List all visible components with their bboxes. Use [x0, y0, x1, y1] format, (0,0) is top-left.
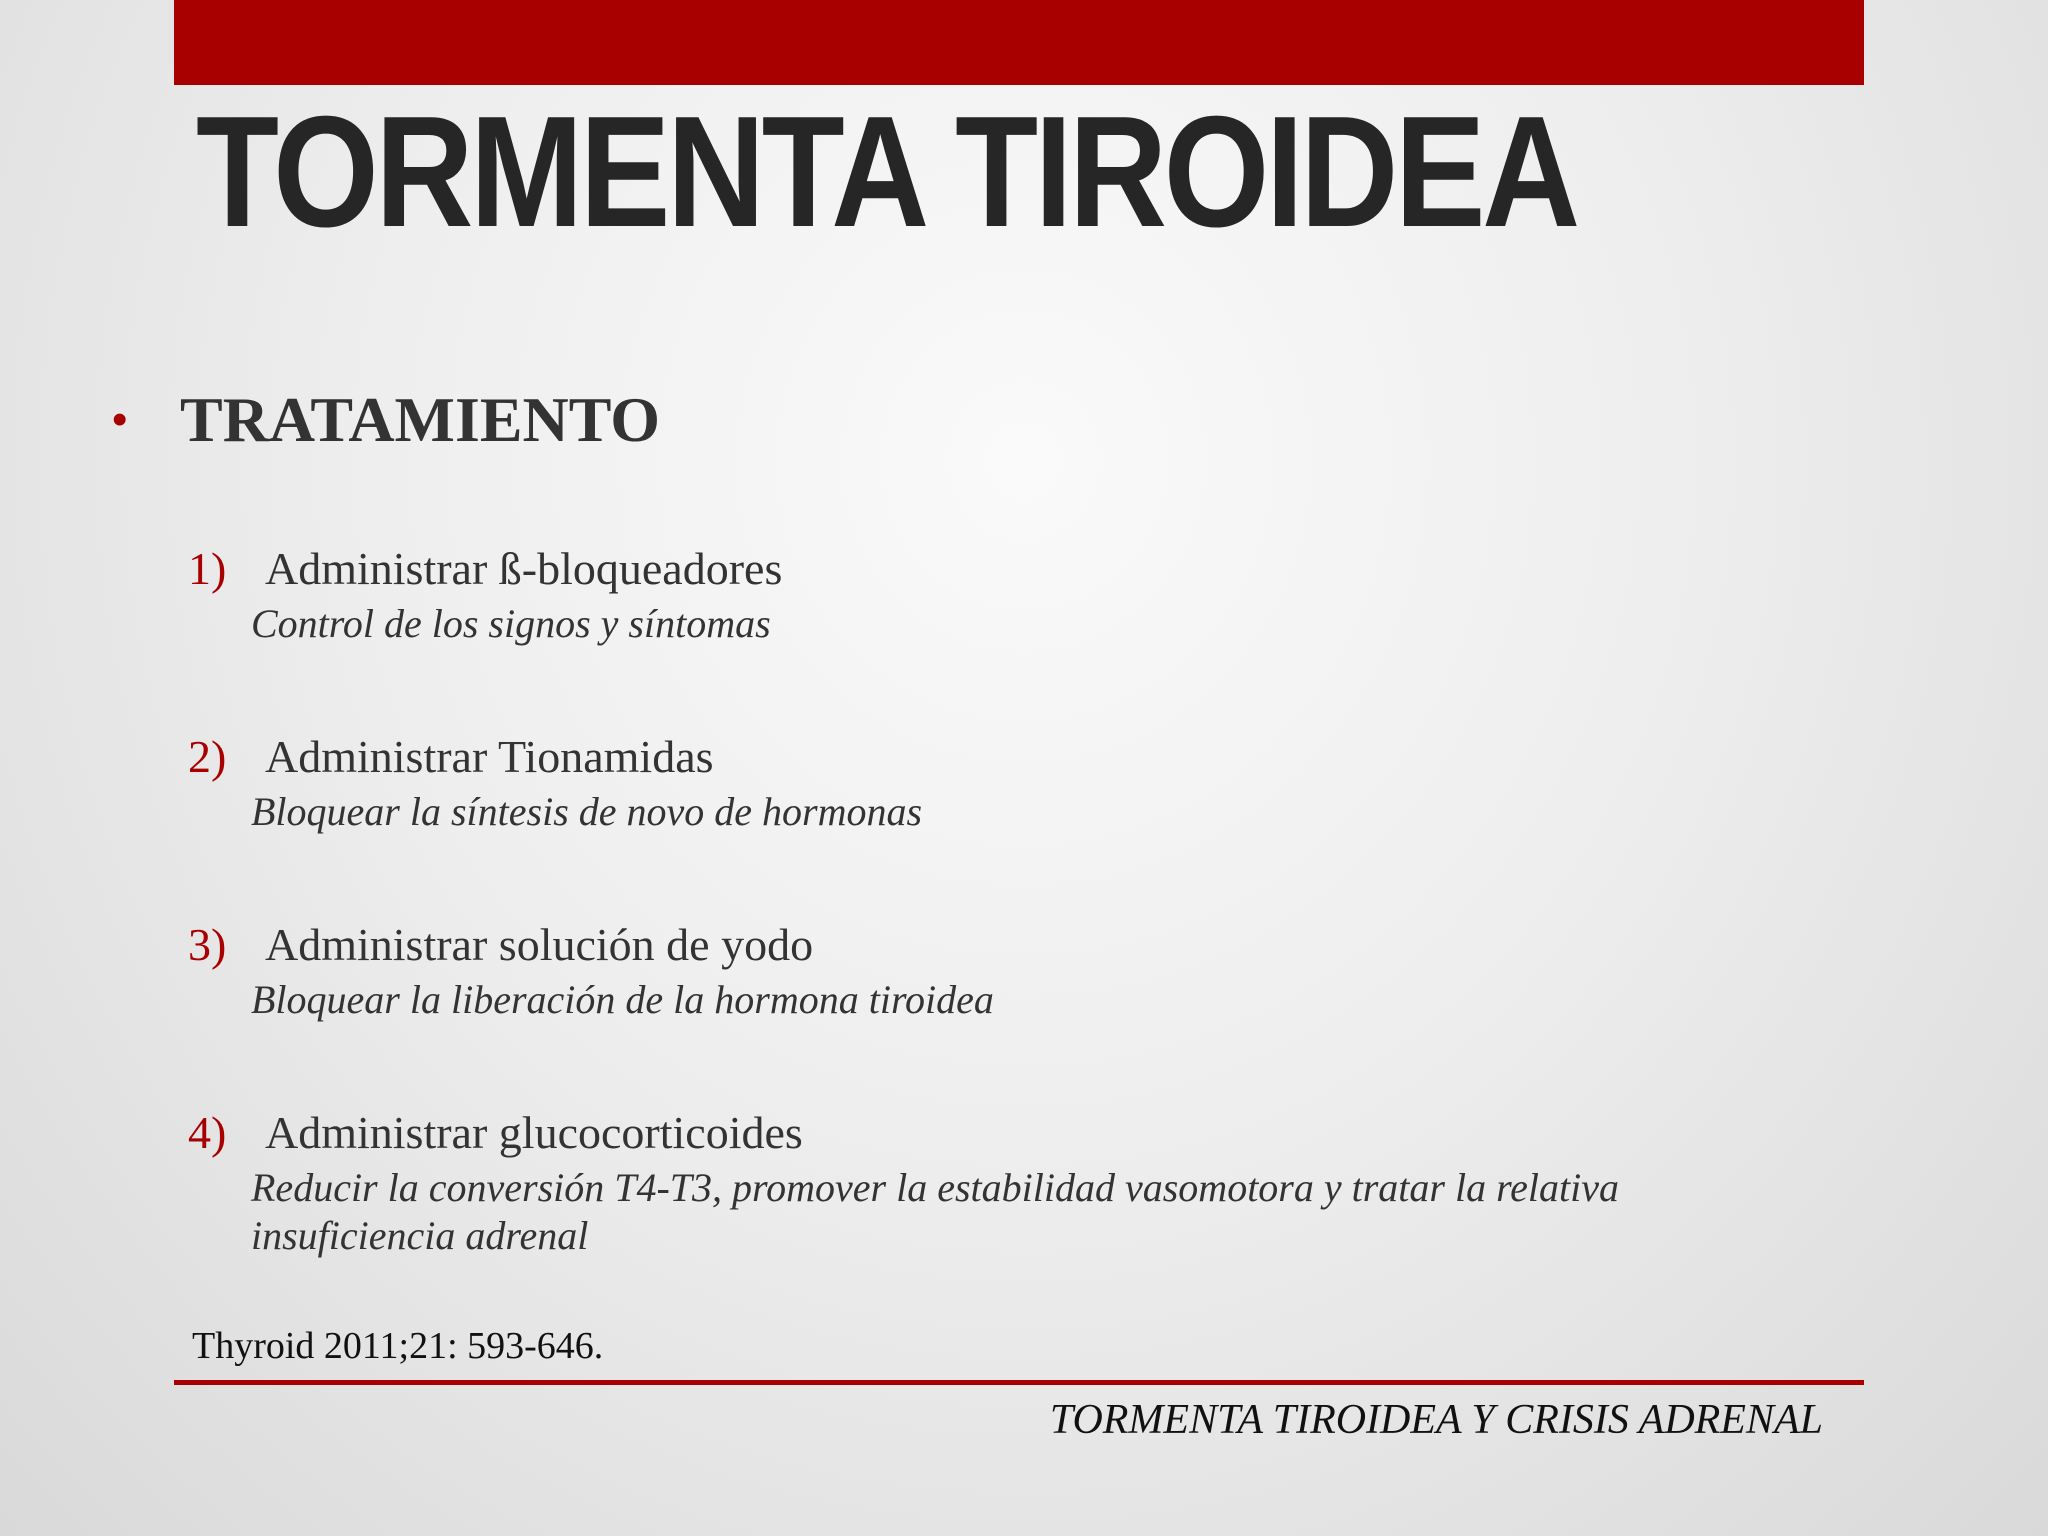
item-number: 2)	[188, 731, 227, 782]
footer-text: TORMENTA TIROIDEA Y CRISIS ADRENAL	[1049, 1397, 1823, 1443]
slide-title: TORMENTA TIROIDEA	[196, 84, 1577, 260]
item-description: Control de los signos y síntomas	[251, 601, 771, 646]
item-number: 3)	[188, 919, 227, 970]
item-description: Reducir la conversión T4-T3, promover la estabilidad vasomotora y tratar la relativa insuficiencia adrenal	[251, 1165, 1620, 1258]
item-number: 1)	[188, 543, 227, 594]
item-description: Bloquear la síntesis de novo de hormonas	[251, 789, 923, 834]
bullet-icon: •	[112, 395, 128, 444]
section-heading: TRATAMIENTO	[180, 384, 661, 455]
treatment-item-1	[188, 540, 1868, 648]
item-label: Administrar ß-bloqueadores	[265, 543, 783, 594]
item-label: Administrar solución de yodo	[265, 919, 814, 970]
item-description: Bloquear la liberación de la hormona tiroidea	[251, 977, 994, 1022]
footer-divider	[174, 1380, 1864, 1385]
item-label: Administrar Tionamidas	[265, 731, 714, 782]
treatment-item-2	[188, 728, 1868, 836]
item-number: 4)	[188, 1107, 227, 1158]
item-label: Administrar glucocorticoides	[265, 1107, 803, 1158]
treatment-item-4	[188, 1104, 1868, 1260]
header-accent-bar	[174, 0, 1864, 85]
treatment-item-3	[188, 916, 1868, 1024]
reference-citation: Thyroid 2011;21: 593-646.	[192, 1325, 604, 1367]
section-bullet	[112, 382, 660, 458]
